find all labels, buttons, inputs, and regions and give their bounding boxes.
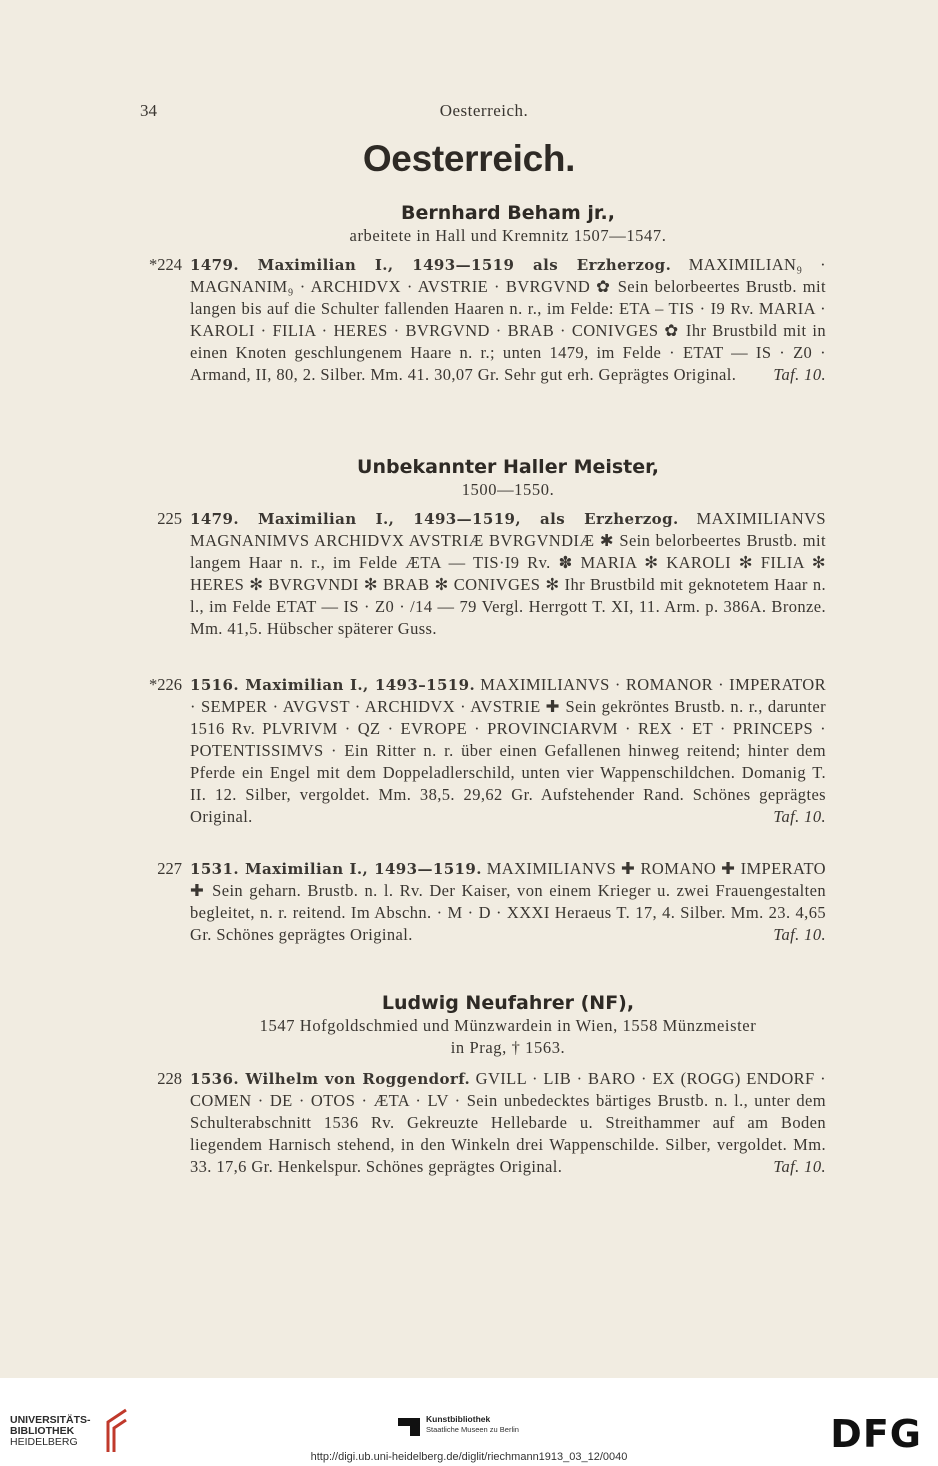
page-number: 34 — [140, 101, 157, 120]
kb-name: Kunstbibliothek — [426, 1414, 491, 1424]
permalink-url[interactable]: http://digi.ub.uni-heidelberg.de/diglit/riechmann1913_03_12/0040 — [310, 1451, 628, 1463]
catalog-entry-225 — [130, 508, 826, 640]
dfg-logo: DFG — [830, 1412, 922, 1456]
catalog-entry-228 — [130, 1068, 826, 1178]
university-library-mark-icon — [96, 1408, 130, 1454]
entry-number: *226 — [149, 675, 182, 694]
library-line: UNIVERSITÄTS- — [10, 1414, 91, 1426]
entry-text: GVILL · LIB · BARO · EX (ROGG) ENDORF · COMEN · DE · OTOS · ÆTA · LV · Sein unbedecktes bärtiges Brustb. n. l., unter dem Schulterabschnitt 1536 Rv. Gekreuzte Hellebarde u. Streithammer auf am Boden liegendem Harnisch stehend, in den Winkeln drei Wappenschilde. Silber, vergoldet. Mm. 33. 17,6 Gr. Henkelspur. Schönes geprägtes Original. — [190, 1069, 826, 1176]
entry-number: 227 — [157, 859, 182, 878]
artist-name: Bernhard Beham jr., — [401, 202, 615, 224]
kunstbibliothek-mark-icon — [398, 1418, 420, 1436]
artist-heading-2 — [190, 456, 826, 501]
artist-name: Unbekannter Haller Meister, — [357, 456, 659, 478]
entry-heading: 1479. Maximilian I., 1493—1519, als Erzherzog. — [190, 510, 679, 528]
entry-heading: 1516. Maximilian I., 1493–1519. — [190, 676, 476, 694]
plate-reference: Taf. 10. — [773, 1157, 826, 1176]
artist-heading-1 — [190, 202, 826, 247]
entry-heading: 1479. Maximilian I., 1493—1519 als Erzherzog. — [190, 256, 672, 274]
entry-number: 228 — [157, 1069, 182, 1088]
digitization-footer — [0, 1378, 938, 1466]
running-head — [140, 101, 828, 125]
entry-heading: 1536. Wilhelm von Roggendorf. — [190, 1070, 471, 1088]
catalog-entry-227 — [130, 858, 826, 946]
plate-reference: Taf. 10. — [773, 365, 826, 384]
entry-number: *224 — [149, 255, 182, 274]
entry-text: MAXIMILIANVS MAGNANIMVS ARCHIDVX AVSTRIÆ BVRGVNDIÆ ✱ Sein belorbeertes Brustb. mit langem Haar n. r., im Felde ÆTA — TIS·I9 Rv. ✽ MARIA ✻ KAROLI ✻ FILIA ✻ HERES ✻ BVRGVNDI ✻ BRAB ✻ CONIVGES ✻ Ihr Brustbild mit geknotetem Haar n. l., im Felde ETAT — IS · Z0 · /14 — 79 Vergl. Herrgott T. XI, 11. Arm. p. 386A. Bronze. Mm. 41,5. Hübscher späterer Guss. — [190, 509, 826, 638]
library-line: HEIDELBERG — [10, 1436, 78, 1448]
entry-text: MAXIMILIANVS ✚ ROMANO ✚ IMPERATO ✚ Sein geharn. Brustb. n. l. Rv. Der Kaiser, von einem Krieger u. zwei Frauengestalten begleitet, n. r. reitend. Im Abschn. · M · D · XXXI Heraeus T. 17, 4. Silber. Mm. 23. 4,65 Gr. Schönes geprägtes Original. — [190, 859, 826, 944]
library-line: BIBLIOTHEK — [10, 1425, 75, 1437]
section-title: Oesterreich. — [362, 138, 576, 179]
artist-description: in Prag, † 1563. — [450, 1038, 566, 1057]
catalog-entry-224 — [130, 254, 826, 386]
artist-heading-3 — [190, 992, 826, 1059]
catalog-entry-226 — [130, 674, 826, 828]
entry-text: MAXIMILIAN₉ · MAGNANIM₉ · ARCHIDVX · AVSTRIE · BVRGVND ✿ Sein belorbeertes Brustb. mit langen bis auf die Schulter fallenden Haaren n. r., im Felde: ETA – TIS · I9 Rv. MARIA · KAROLI · FILIA · HERES · BVRGVND · BRAB · CONIVGES ✿ Ihr Brustbild mit in einen Knoten geschlungenem Haare n. r.; unten 1479, im Felde · ETAT — IS · Z0 · Armand, II, 80, 2. Silber. Mm. 41. 30,07 Gr. Sehr gut erh. Geprägtes Original. — [190, 255, 826, 384]
entry-heading: 1531. Maximilian I., 1493—1519. — [190, 860, 482, 878]
artist-name: Ludwig Neufahrer (NF), — [381, 992, 635, 1014]
kunstbibliothek-logo — [398, 1414, 578, 1438]
artist-description: 1500—1550. — [461, 480, 555, 499]
running-title: Oesterreich. — [439, 101, 529, 120]
entry-text: MAXIMILIANVS · ROMANOR · IMPERATOR · SEMPER · AVGVST · ARCHIDVX · AVSTRIE ✚ Sein gekröntes Brustb. n. r., darunter 1516 Rv. PLVRIVM · QZ · EVROPE · PROVINCIARVM · REX · ET · PRINCEPS · POTENTISSIMVS · Ein Ritter n. r. über einen Gefallenen hinweg reitend; hinter dem Pferde ein Engel mit dem Doppeladlerschild, unten vier Wappenschildchen. Domanig T. II. 12. Silber, vergoldet. Mm. 38,5. 29,62 Gr. Aufstehender Rand. Schönes geprägtes Original. — [190, 675, 826, 826]
artist-description: arbeitete in Hall und Kremnitz 1507—1547. — [349, 226, 667, 245]
artist-description: 1547 Hofgoldschmied und Münzwardein in Wien, 1558 Münzmeister — [259, 1016, 757, 1035]
kb-subtitle: Staatliche Museen zu Berlin — [426, 1425, 519, 1434]
entry-number: 225 — [157, 509, 182, 528]
plate-reference: Taf. 10. — [773, 925, 826, 944]
plate-reference: Taf. 10. — [773, 807, 826, 826]
